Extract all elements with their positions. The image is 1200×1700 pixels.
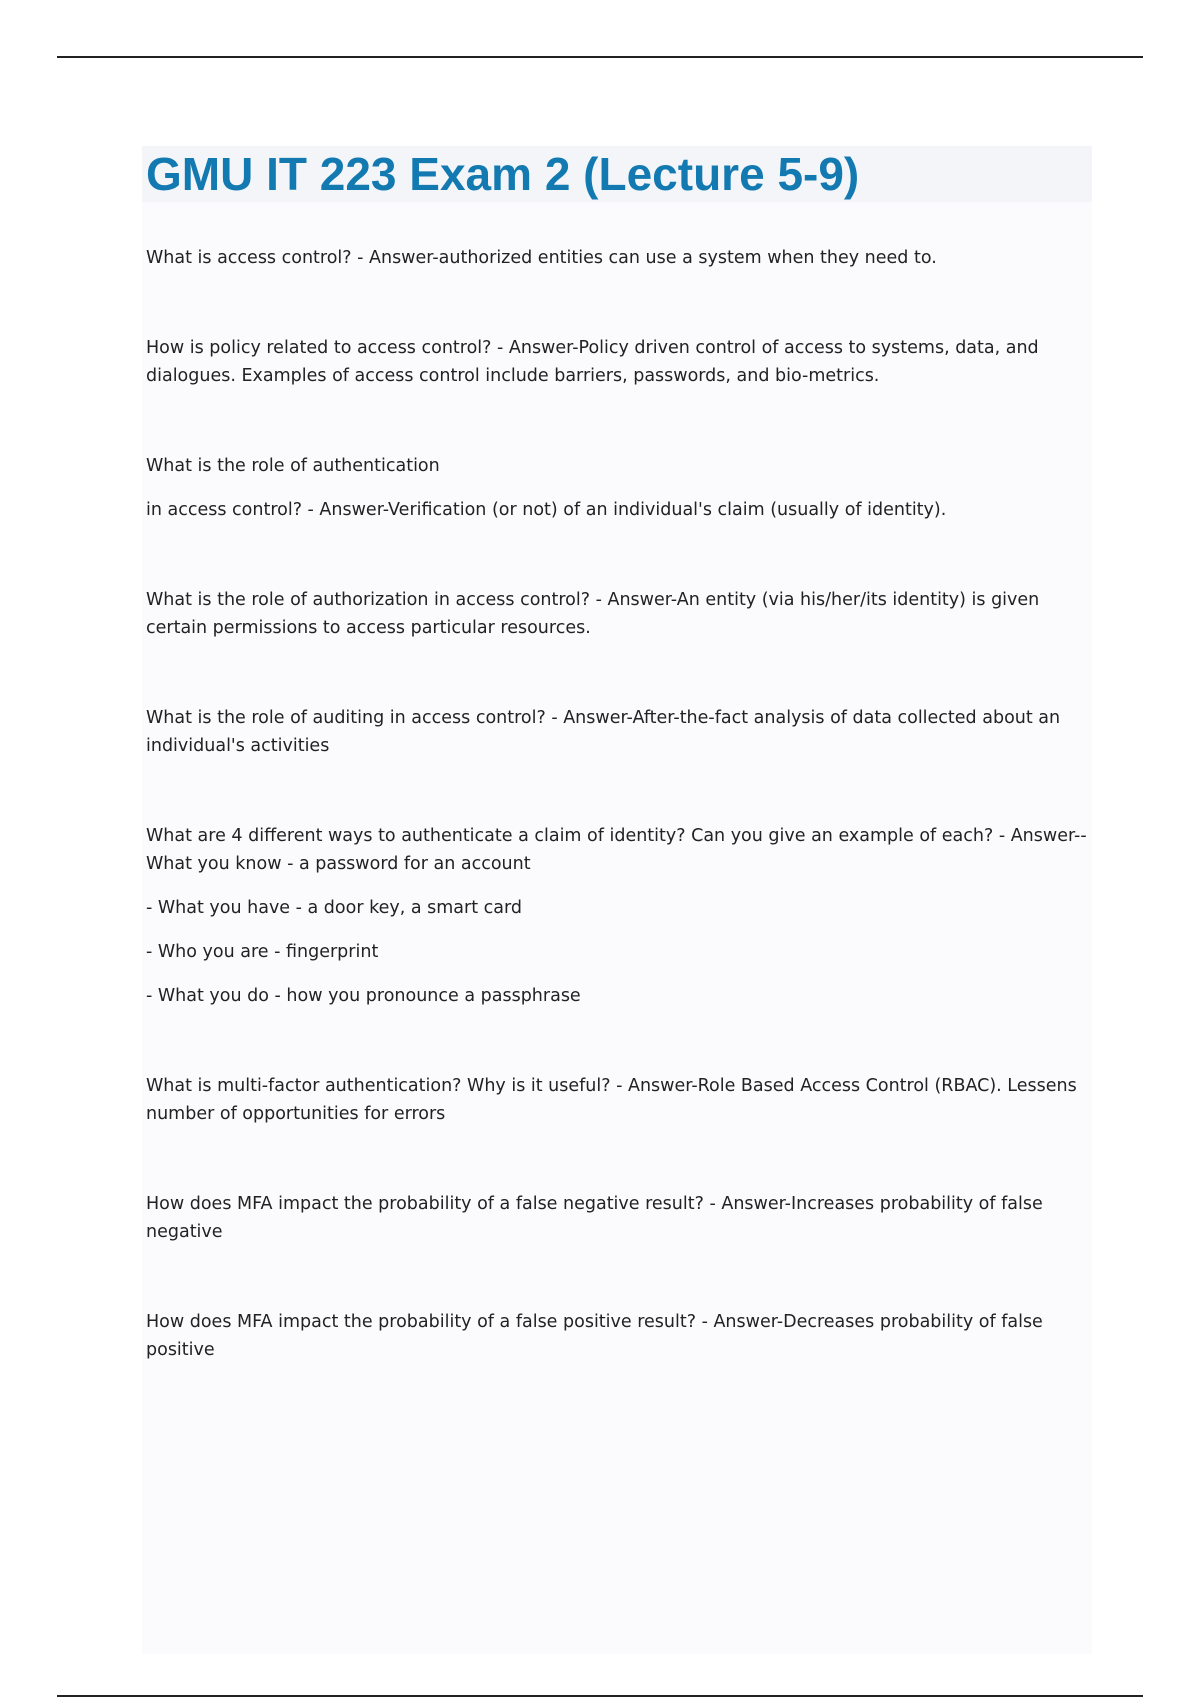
qa-text: What are 4 different ways to authenticate a claim of identity? Can you give an example of each? - Answer-- What you know - a password for an account — [146, 826, 1087, 874]
qa-item — [146, 1072, 1088, 1128]
bullet-list — [146, 894, 1088, 1010]
qa-text: How is policy related to access control? - Answer-Policy driven control of access to systems, data, and dialogues. Examples of access control include barriers, passwords, and bio-metrics. — [146, 338, 1039, 386]
qa-item — [146, 586, 1088, 642]
qa-item — [146, 704, 1088, 760]
document-title: GMU IT 223 Exam 2 (Lecture 5-9) — [146, 148, 860, 200]
qa-continuation: in access control? - Answer-Verification (or not) of an individual's claim (usually of identity). — [146, 500, 947, 520]
qa-text: What is access control? - Answer-authorized entities can use a system when they need to. — [146, 248, 937, 268]
title-band — [142, 146, 1092, 202]
qa-text: How does MFA impact the probability of a false negative result? - Answer-Increases probability of false negative — [146, 1194, 1043, 1242]
bottom-rule — [57, 1695, 1143, 1697]
document-body — [142, 146, 1092, 1654]
qa-item — [146, 334, 1088, 390]
bullet-item: - What you do - how you pronounce a passphrase — [146, 986, 581, 1006]
qa-item — [146, 1308, 1088, 1364]
bullet-item: - What you have - a door key, a smart card — [146, 898, 522, 918]
qa-text: What is the role of authentication — [146, 456, 440, 476]
top-rule — [57, 56, 1143, 58]
qa-item — [146, 244, 1088, 272]
qa-text: What is the role of authorization in access control? - Answer-An entity (via his/her/its identity) is given certain permissions to access particular resources. — [146, 590, 1040, 638]
qa-text: What is multi-factor authentication? Why is it useful? - Answer-Role Based Access Control (RBAC). Lessens number of opportunities for errors — [146, 1076, 1077, 1124]
qa-text: What is the role of auditing in access control? - Answer-After-the-fact analysis of data collected about an individual's activities — [146, 708, 1061, 756]
qa-item — [146, 1190, 1088, 1246]
qa-text: How does MFA impact the probability of a false positive result? - Answer-Decreases probability of false positive — [146, 1312, 1043, 1360]
bottom-spacer — [146, 1364, 1088, 1654]
bullet-item: - Who you are - fingerprint — [146, 942, 379, 962]
qa-list — [142, 244, 1092, 1654]
qa-item — [146, 822, 1088, 1010]
qa-item — [146, 452, 1088, 524]
